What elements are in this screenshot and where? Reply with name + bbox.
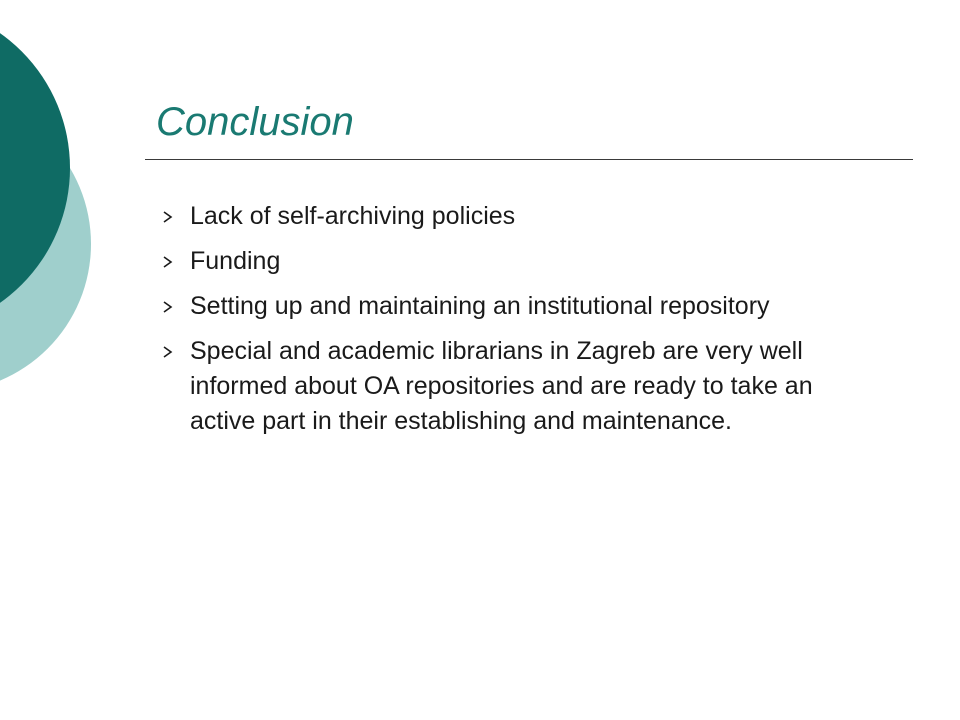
bullet-text: Funding xyxy=(190,247,281,275)
arrowhead-bullet-icon xyxy=(163,346,173,358)
bullet-item xyxy=(163,199,883,234)
title-divider xyxy=(145,159,913,160)
bullet-list xyxy=(163,199,883,449)
bullet-item xyxy=(163,289,883,324)
arrowhead-bullet-icon xyxy=(163,211,173,223)
bullet-text: Lack of self-archiving policies xyxy=(190,202,516,230)
bullet-text: Setting up and maintaining an institutional repository xyxy=(190,292,770,320)
arrowhead-bullet-icon xyxy=(163,301,173,313)
arrowhead-bullet-icon xyxy=(163,256,173,268)
slide-title: Conclusion xyxy=(156,100,354,144)
bullet-text: Special and academic librarians in Zagreb are very well informed about OA repositories and are ready to take an active part in their establishing and maintenance. xyxy=(190,337,813,435)
bullet-item xyxy=(163,334,883,439)
bullet-item xyxy=(163,244,883,279)
